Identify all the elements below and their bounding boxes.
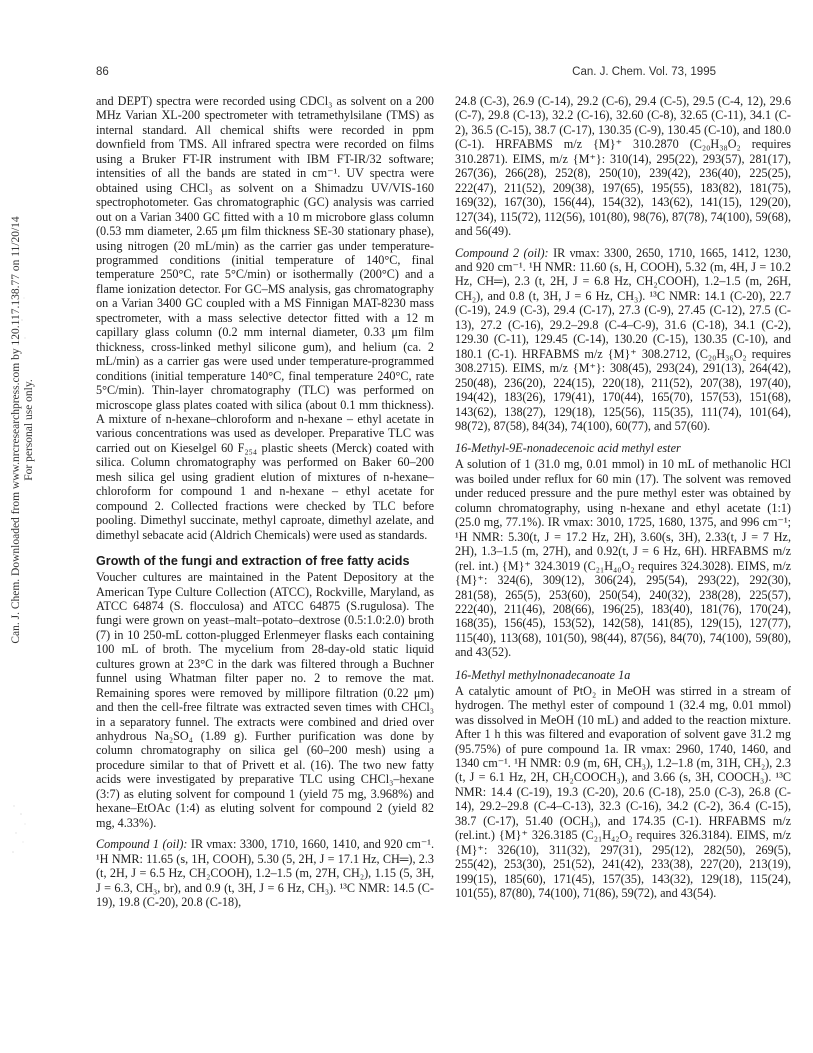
page-number: 86	[96, 66, 109, 78]
right-column	[455, 94, 791, 908]
growth-paragraph: Voucher cultures are maintained in the Patent Depository at the American Type Culture Collection (ATCC), Rockville, Maryland, as ATCC 64874 (S. flocculosa) and ATCC 64875 (S.rugulosa). The fungi were grown on yeast–malt–potato–dextrose (0.5:1.0:2.0) broth (7) in 10 250-mL cotton-plugged Erlenmeyer flasks each containing 100 mL of broth. The mycelium from 28-day-old static liquid cultures grown at 23°C in the dark was filtered through a Buchner funnel using Whatman filter paper no. 2 to remove the mat. Remaining spores were removed by millipore filtration (0.22 μm) and then the cell-free filtrate was extracted seven times with CHCl₃ in a separatory funnel. The extracts were combined and dried over anhydrous Na₂SO₄ (1.89 g). Further purification was done by column chromatography on silica gel (60–200 mesh) using a procedure similar to that of Privett et al. (16). The two new fatty acids were investigated by preparative TLC using CHCl₃–hexane (3:7) as eluting solvent for compound 1 (yield 75 mg, 3.968%) and hexane–EtOAc (1:4) as eluting solvent for compound 2 (yield 82 mg, 4.33%).	[96, 570, 434, 830]
compound-1-paragraph	[96, 837, 434, 909]
scan-speckle	[10, 290, 28, 350]
subheading-compound-1a: 16-Methyl methylnonadecanoate 1a	[455, 667, 631, 682]
scan-speckle	[10, 800, 28, 860]
compound-1-text: IR νmax: 3300, 1710, 1660, 1410, and 920 cm⁻¹. ¹H NMR: 11.65 (s, 1H, COOH), 5.30 (5, 2H, J = 17.1 Hz, CH═), 2.3 (t, 2H, J = 6.5 Hz, CH₂COOH), 1.2–1.5 (m, 27H, CH₂), 1.15 (5, 3H, J = 6.3, CH₃, br), and 0.9 (t, 3H, J = 6 Hz, CH₃). ¹³C NMR: 14.5 (C-19), 19.8 (C-20), 20.8 (C-18),	[96, 837, 434, 910]
watermark-line-1: Can. J. Chem. Downloaded from www.nrcresearchpress.com by 120.117.138.77 on 11/20/14	[10, 216, 22, 644]
compound-2-paragraph	[455, 246, 791, 434]
download-watermark	[10, 160, 36, 700]
watermark-line-2: For personal use only.	[23, 379, 35, 481]
compound-1-continued: 24.8 (C-3), 26.9 (C-14), 29.2 (C-6), 29.4 (C-5), 29.5 (C-4, 12), 29.6 (C-7), 29.8 (C-13), 32.2 (C-16), 32.60 (C-8), 32.65 (C-11), 34.1 (C-2), 36.5 (C-15), 38.7 (C-17), 130.35 (C-9), 130.45 (C-10), and 180.0 (C-1). HRFABMS m/z {M}⁺ 310.2870 (C₂₀H₃₈O₂ requires 310.2871). EIMS, m/z {M⁺}: 310(14), 295(22), 293(57), 281(17), 267(36), 266(28), 252(8), 250(10), 239(42), 236(40), 225(25), 222(47), 211(52), 209(38), 197(65), 195(55), 183(82), 181(75), 169(32), 167(30), 156(44), 154(32), 143(62), 141(15), 129(20), 127(34), 115(72), 112(56), 101(80), 98(76), 87(78), 74(100), 59(68), and 56(49).	[455, 94, 791, 239]
journal-citation: Can. J. Chem. Vol. 73, 1995	[572, 66, 716, 78]
compound-2-heading: Compound 2 (oil):	[455, 245, 549, 260]
methods-paragraph: and DEPT) spectra were recorded using CDCl₃ as solvent on a 200 MHz Varian XL-200 spectrometer with tetramethylsilane (TMS) as internal standard. All chemical shifts were recorded in ppm downfield from TMS. All infrared spectra were recorded on films using a Bruker FT-IR instrument with IBM FT-IR/32 software; intensities of all the bands are stated in cm⁻¹. UV spectra were obtained using CHCl₃ as solvent on a Shimadzu UV/VIS-160 spectrophotometer. Gas chromatographic (GC) analysis was carried out on a Varian 3400 GC fitted with a 10 m microbore glass column (0.53 mm diameter, 2.65 μm film thickness SE-30 stationary phase), using nitrogen (20 mL/min) as the carrier gas under temperature-programmed conditions (initial temperature of 140°C, final temperature 250°C, rate 5°C/min) or isothermally (200°C) and a flame ionization detector. For GC–MS analysis, gas chromatography on a Varian 3400 GC coupled with a MS Finnigan MAT-8230 mass spectrometer, with a mass selective detector fitted with a 12 m capillary glass column (0.2 mm internal diameter, 0.33 μm film thickness, cross-linked methyl silicone gum), and helium (ca. 2 mL/min) as a carrier gas were used under temperature-programmed conditions (initial temperature 140°C, final temperature 240°C, rate 5°C/min). Thin-layer chromatography (TLC) was performed on microscope glass plates coated with silica (about 0.1 mm thickness). A mixture of n-hexane–chloroform and n-hexane – ethyl acetate in various concentrations was used as developer. Preparative TLC was carried out on Kieselgel 60 F₂₅₄ plastic sheets (Merck) coated with silica. Column chromatography was performed on Baker 60–200 mesh silica gel using gradient elution of mixtures of n-hexane–chloroform for compound 1 and n-hexane – ethyl acetate for compound 2. Collected fractions were checked by TLC before pooling. Dimethyl succinate, methyl caproate, dimethyl azelate, and dimethyl sebacate acid (Aldrich Chemicals) were used as standards.	[96, 94, 434, 542]
running-header	[96, 66, 716, 82]
methyl-ester-paragraph: A solution of 1 (31.0 mg, 0.01 mmol) in 10 mL of methanolic HCl was boiled under reflux for 60 min (17). The solvent was removed under reduced pressure and the pure methyl ester was obtained by column chromatography, using n-hexane and ethyl acetate (1:1) (25.0 mg, 77.1%). IR νmax: 3010, 1725, 1680, 1375, and 996 cm⁻¹; ¹H NMR: 5.30(t, J = 17.2 Hz, 2H), 3.60(s, 3H), 2.33(t, J = 7 Hz, 2H), 1.3–1.5 (m, 27H), and 0.92(t, J = 6 Hz, 6H). HRFABMS m/z (rel. int.) {M}⁺ 324.3019 (C₂₁H₄₀O₂ requires 324.3028). EIMS, m/z {M}⁺: 324(6), 309(12), 306(24), 295(54), 293(22), 292(30), 281(58), 265(5), 253(60), 250(54), 240(32), 238(28), 225(57), 222(40), 211(46), 208(66), 196(25), 183(40), 181(76), 170(24), 168(35), 156(45), 153(52), 142(58), 141(85), 129(15), 127(77), 115(40), 113(68), 101(50), 98(44), 87(56), 84(70), 74(100), 59(80), and 43(52).	[455, 457, 791, 660]
section-heading-growth: Growth of the fungi and extraction of free fatty acids	[96, 554, 410, 569]
compound-1a-paragraph: A catalytic amount of PtO₂ in MeOH was stirred in a stream of hydrogen. The methyl ester of compound 1 (32.4 mg, 0.01 mmol) was dissolved in MeOH (10 mL) and added to the reaction mixture. After 1 h this was filtered and evaporation of solvent gave 31.2 mg (95.75%) of pure compound 1a. IR νmax: 2960, 1740, 1460, and 1340 cm⁻¹. ¹H NMR: 0.9 (m, 6H, CH₃), 1.2–1.8 (m, 31H, CH₂), 2.3 (t, J = 6.1 Hz, 2H, CH₂COOCH₃), and 3.66 (s, 3H, COOCH₃). ¹³C NMR: 14.4 (C-19), 19.3 (C-20), 20.6 (C-18), 25.0 (C-3), 26.8 (C-14), 29.2–29.8 (C-4–C-13), 32.3 (C-16), 34.2 (C-2), 36.4 (C-15), 38.7 (C-17), 51.40 (OCH₃), and 174.35 (C-1). HRFABMS m/z (rel.int.) {M}⁺ 326.3185 (C₂₁H₄₂O₂ requires 326.3184). EIMS, m/z {M}⁺: 326(10), 311(32), 297(31), 295(12), 282(50), 269(5), 255(42), 253(30), 251(52), 241(42), 233(38), 227(20), 213(19), 199(15), 185(60), 171(45), 157(35), 143(32), 129(18), 115(24), 101(55), 87(80), 74(100), 71(86), 59(72), and 43(54).	[455, 683, 791, 901]
compound-1-heading: Compound 1 (oil):	[96, 837, 188, 852]
compound-2-text: IR νmax: 3300, 2650, 1710, 1665, 1412, 1230, and 920 cm⁻¹. ¹H NMR: 11.60 (s, H, COOH), 5.32 (m, 4H, J = 10.2 Hz, CH═), 2.3 (t, 2H, J = 6.8 Hz, CH₂COOH), 1.2–1.5 (m, 26H, CH₂), and 0.8 (t, 3H, J = 6 Hz, CH₃). ¹³C NMR: 14.1 (C-20), 22.7 (C-19), 24.9 (C-3), 29.4 (C-17), 27.3 (C-9), 27.45 (C-12), 27.5 (C-13), 27.2 (C-16), 29.2–29.8 (C-4–C-9), 31.6 (C-18), 34.1 (C-2), 129.30 (C-11), 129.45 (C-14), 130.20 (C-15), 130.35 (C-10), and 180.1 (C-1). HRFABMS m/z {M}⁺ 308.2712, (C₂₀H₃₆O₂ requires 308.2715). EIMS, m/z {M⁺}: 308(45), 293(24), 291(13), 264(42), 250(48), 236(20), 224(15), 220(18), 211(52), 207(38), 197(40), 194(42), 183(26), 179(41), 170(44), 165(70), 157(53), 151(68), 143(62), 138(27), 129(18), 125(56), 115(35), 111(74), 101(64), 98(72), 87(58), 84(34), 74(100), 60(77), and 57(60).	[455, 245, 791, 433]
left-column	[96, 94, 434, 916]
subheading-methyl-ester: 16-Methyl-9E-nonadecenoic acid methyl ester	[455, 441, 681, 456]
